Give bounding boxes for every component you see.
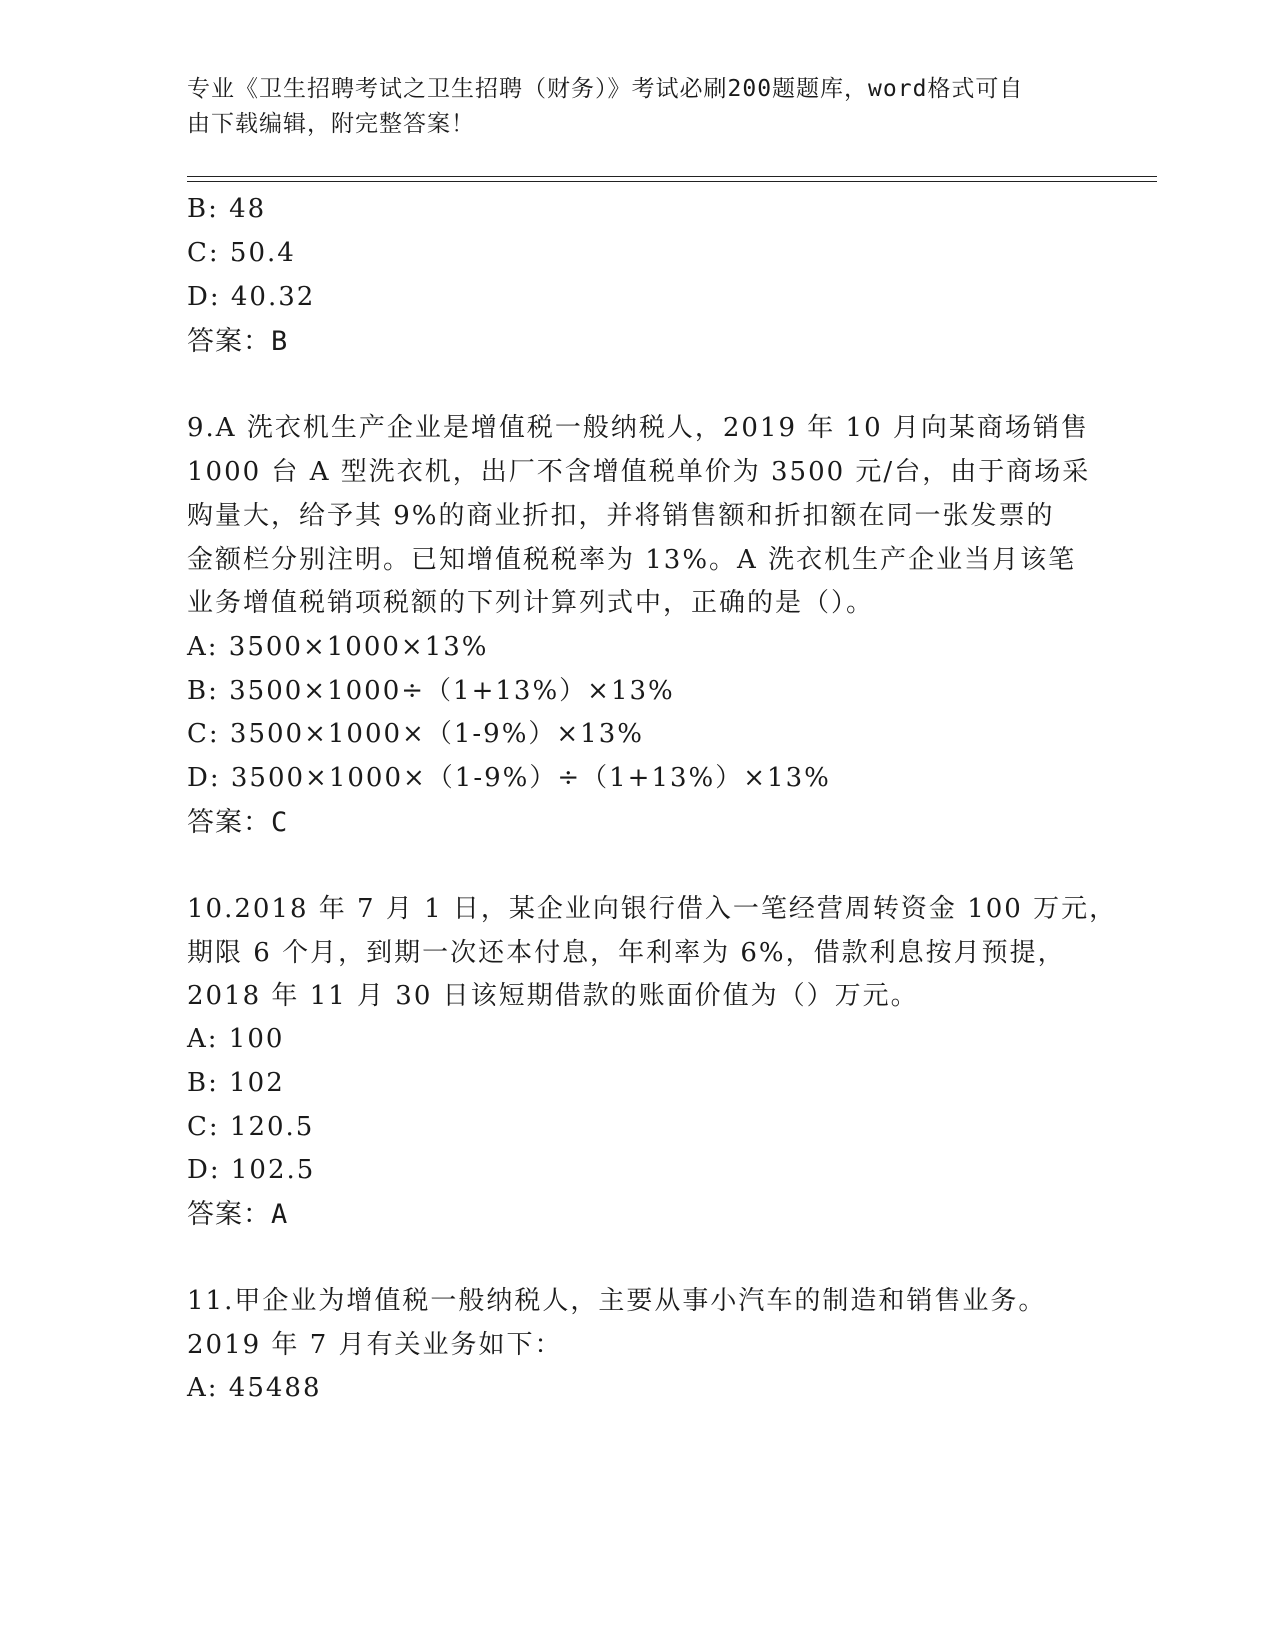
answer-value: B bbox=[271, 326, 289, 357]
q10-option-c: C: 120.5 bbox=[187, 1112, 315, 1142]
answer-label: 答案： bbox=[187, 1199, 271, 1230]
q10-option-a: A: 100 bbox=[187, 1024, 285, 1054]
answer-label: 答案： bbox=[187, 807, 271, 838]
q9-option-d: D: 3500×1000×（1-9%）÷（1+13%）×13% bbox=[187, 763, 831, 793]
q10-stem-line-1: 10.2018 年 7 月 1 日，某企业向银行借入一笔经营周转资金 100 万元， bbox=[187, 894, 1118, 924]
q10-answer bbox=[187, 1200, 288, 1230]
q8-option-b: B: 48 bbox=[187, 194, 267, 224]
q9-stem-line-2: 1000 台 A 型洗衣机，出厂不含增值税单价为 3500 元/台，由于商场采 bbox=[187, 457, 1091, 487]
q9-stem-line-5: 业务增值税销项税额的下列计算列式中，正确的是（）。 bbox=[187, 588, 875, 618]
q9-stem-line-3: 购量大，给予其 9%的商业折扣，并将销售额和折扣额在同一张发票的 bbox=[187, 501, 1055, 531]
document-title-line-1: 专业《卫生招聘考试之卫生招聘（财务）》考试必刷200题题库，word格式可自 bbox=[187, 76, 1024, 102]
q9-stem-line-1: 9.A 洗衣机生产企业是增值税一般纳税人，2019 年 10 月向某商场销售 bbox=[187, 413, 1089, 443]
q9-answer bbox=[187, 808, 288, 838]
q10-option-b: B: 102 bbox=[187, 1068, 285, 1098]
document-header bbox=[187, 72, 1077, 142]
q10-stem-line-2: 期限 6 个月，到期一次还本付息，年利率为 6%，借款利息按月预提， bbox=[187, 938, 1066, 968]
q11-stem-line-2: 2019 年 7 月有关业务如下： bbox=[187, 1330, 563, 1360]
q9-option-a: A: 3500×1000×13% bbox=[187, 632, 489, 662]
answer-label: 答案： bbox=[187, 326, 271, 357]
answer-value: A bbox=[271, 1199, 289, 1230]
q10-stem-line-3: 2018 年 11 月 30 日该短期借款的账面价值为（）万元。 bbox=[187, 981, 919, 1011]
q9-option-b: B: 3500×1000÷（1+13%）×13% bbox=[187, 676, 675, 706]
q9-stem-line-4: 金额栏分别注明。已知增值税税率为 13%。A 洗衣机生产企业当月该笔 bbox=[187, 545, 1077, 575]
answer-value: C bbox=[271, 807, 289, 838]
q8-option-d: D: 40.32 bbox=[187, 282, 316, 312]
header-divider-bottom bbox=[187, 181, 1157, 182]
q8-option-c: C: 50.4 bbox=[187, 238, 296, 268]
q11-option-a: A: 45488 bbox=[187, 1373, 322, 1403]
header-divider-top bbox=[187, 176, 1157, 177]
q11-stem-line-1: 11.甲企业为增值税一般纳税人，主要从事小汽车的制造和销售业务。 bbox=[187, 1286, 1047, 1316]
q10-option-d: D: 102.5 bbox=[187, 1155, 316, 1185]
document-title-line-2: 由下载编辑，附完整答案！ bbox=[187, 111, 475, 137]
q8-answer bbox=[187, 327, 288, 357]
q9-option-c: C: 3500×1000×（1-9%）×13% bbox=[187, 719, 644, 749]
